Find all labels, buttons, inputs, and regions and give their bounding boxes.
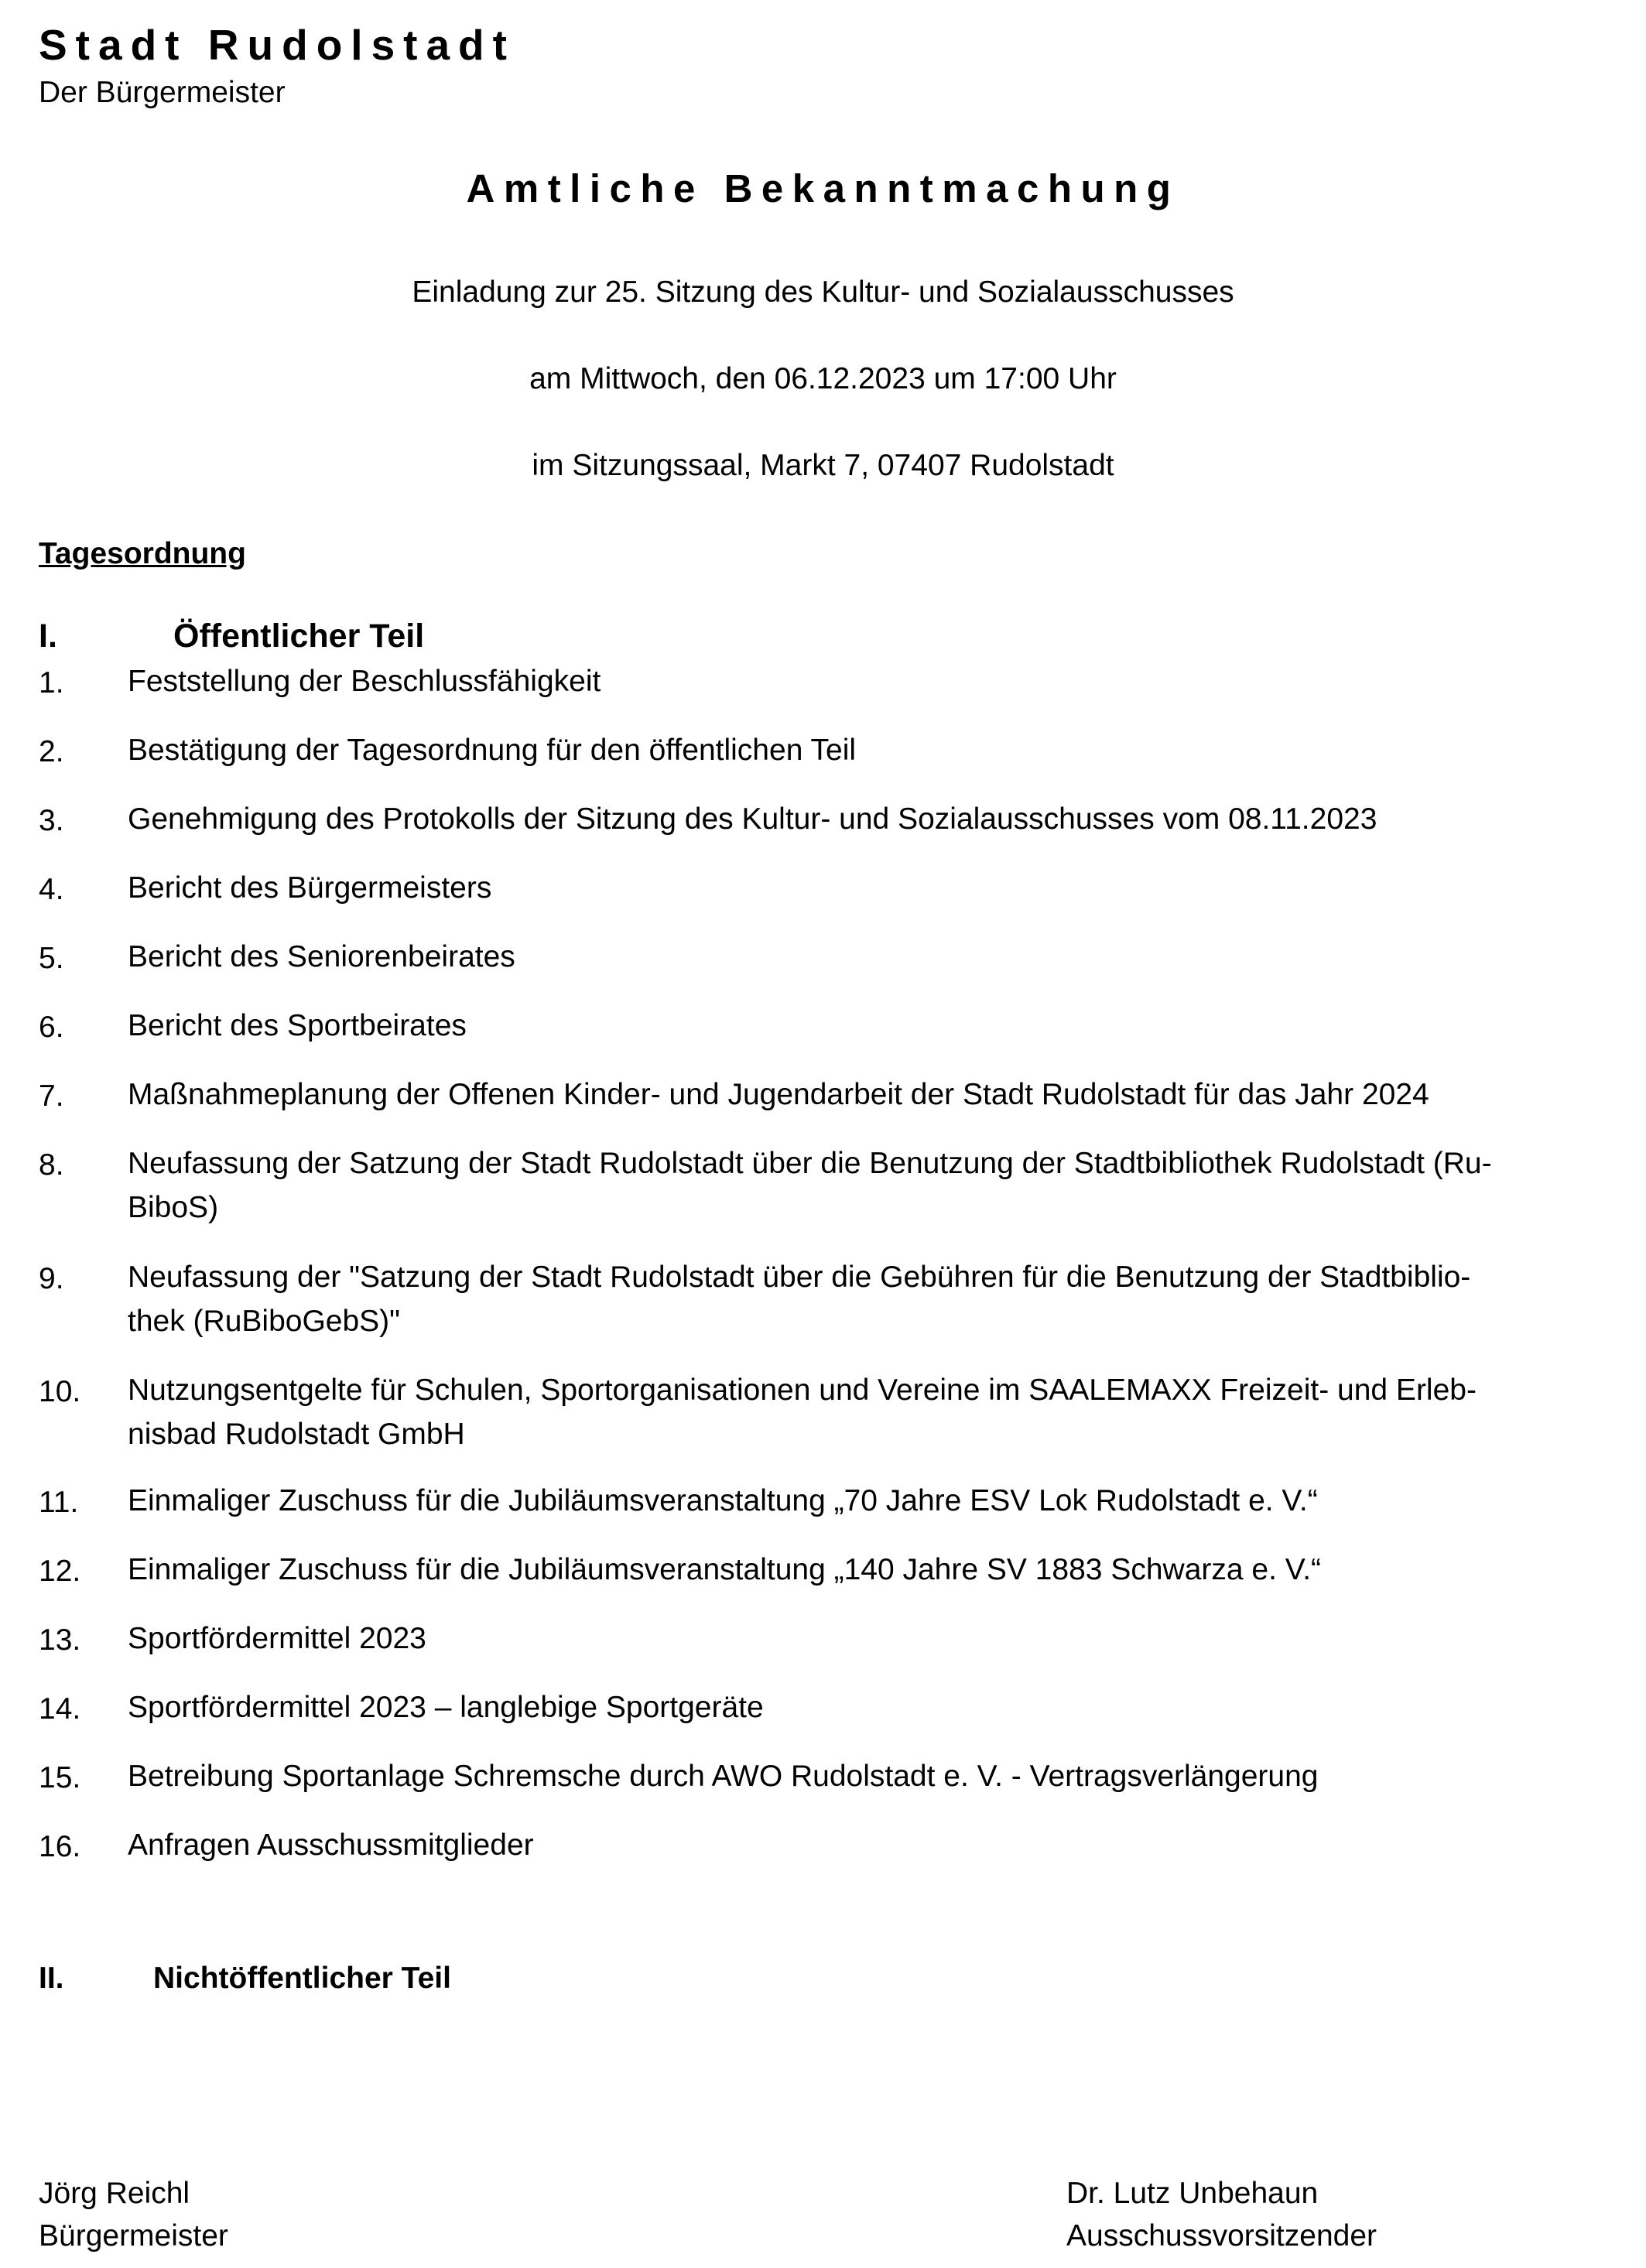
agenda-item-number: 6. xyxy=(39,1011,64,1044)
agenda-item-line: BiboS) xyxy=(128,1191,219,1224)
signature-left xyxy=(39,2172,228,2257)
nonpublic-section-label: Nichtöffentlicher Teil xyxy=(153,1962,451,1995)
public-section-label: Öffentlicher Teil xyxy=(173,617,425,655)
agenda-item-text xyxy=(128,1255,1613,1343)
agenda-item-line: Einmaliger Zuschuss für die Jubiläumsveranstaltung „70 Jahre ESV Lok Rudolstadt e. V.“ xyxy=(128,1484,1318,1517)
nonpublic-section-number: II. xyxy=(39,1962,64,1995)
agenda-item-number: 15. xyxy=(39,1761,81,1794)
invitation-line-1: Einladung zur 25. Sitzung des Kultur- und Sozialausschusses xyxy=(412,275,1234,309)
agenda-item-line: Bestätigung der Tagesordnung für den öffentlichen Teil xyxy=(128,734,857,767)
agenda-item-line: Anfragen Ausschussmitglieder xyxy=(128,1828,534,1862)
agenda-item-line: nisbad Rudolstadt GmbH xyxy=(128,1418,465,1451)
agenda-item-number: 14. xyxy=(39,1692,81,1726)
agenda-item-line: Betreibung Sportanlage Schremsche durch AWO Rudolstadt e. V. - Vertragsverlängerung xyxy=(128,1760,1319,1793)
agenda-item-line: Einmaliger Zuschuss für die Jubiläumsveranstaltung „140 Jahre SV 1883 Schwarza e. V.“ xyxy=(128,1553,1322,1586)
agenda-item-line: Neufassung der "Satzung der Stadt Rudolstadt über die Gebühren für die Benutzung der Stadtbiblio- xyxy=(128,1261,1471,1294)
agenda-item-line: Bericht des Seniorenbeirates xyxy=(128,940,515,973)
agenda-item-line: Genehmigung des Protokolls der Sitzung des Kultur- und Sozialausschusses vom 08.11.2023 xyxy=(128,802,1377,836)
agenda-item-line: Nutzungsentgelte für Schulen, Sportorganisationen und Vereine im SAALEMAXX Freizeit- und Erleb- xyxy=(128,1373,1477,1407)
agenda-item-line: thek (RuBiboGebS)" xyxy=(128,1305,401,1338)
agenda-item-number: 13. xyxy=(39,1623,81,1657)
invitation-line-2: am Mittwoch, den 06.12.2023 um 17:00 Uhr xyxy=(529,362,1117,395)
signature-right xyxy=(1066,2172,1377,2257)
agenda-item-line: Feststellung der Beschlussfähigkeit xyxy=(128,665,601,698)
agenda-item-line: Bericht des Sportbeirates xyxy=(128,1009,467,1042)
agenda-item-number: 1. xyxy=(39,666,64,700)
agenda-item-text xyxy=(128,1004,1613,1048)
signature-left-name: Jörg Reichl xyxy=(39,2177,190,2210)
office-name: Der Bürgermeister xyxy=(39,76,286,109)
agenda-item-text xyxy=(128,935,1613,979)
agenda-item-text xyxy=(128,1141,1613,1230)
invitation-line-3: im Sitzungssaal, Markt 7, 07407 Rudolstadt xyxy=(532,449,1114,482)
agenda-item-number: 2. xyxy=(39,735,64,768)
agenda-item-text xyxy=(128,1616,1613,1661)
agenda-item-text xyxy=(128,1685,1613,1729)
agenda-item-text xyxy=(128,1479,1613,1523)
organization-name: Stadt Rudolstadt xyxy=(39,21,515,69)
agenda-item-line: Bericht des Bürgermeisters xyxy=(128,871,492,905)
signature-right-role: Ausschussvorsitzender xyxy=(1066,2219,1377,2253)
signature-right-name: Dr. Lutz Unbehaun xyxy=(1066,2177,1319,2210)
agenda-item-text xyxy=(128,728,1613,772)
agenda-item-number: 10. xyxy=(39,1375,81,1408)
agenda-item-text xyxy=(128,866,1613,910)
agenda-item-text xyxy=(128,1823,1613,1867)
agenda-item-number: 12. xyxy=(39,1555,81,1588)
signature-left-role: Bürgermeister xyxy=(39,2219,228,2253)
document-title: Amtliche Bekanntmachung xyxy=(466,166,1180,210)
agenda-item-number: 4. xyxy=(39,873,64,906)
agenda-item-number: 7. xyxy=(39,1079,64,1113)
agenda-item-text xyxy=(128,797,1613,841)
agenda-item-text xyxy=(128,1548,1613,1592)
agenda-item-line: Neufassung der Satzung der Stadt Rudolstadt über die Benutzung der Stadtbibliothek Rudolstadt (Ru- xyxy=(128,1147,1492,1180)
public-section-number: I. xyxy=(39,617,57,655)
agenda-item-number: 3. xyxy=(39,804,64,837)
agenda-item-number: 5. xyxy=(39,942,64,975)
agenda-item-line: Sportfördermittel 2023 xyxy=(128,1622,426,1655)
agenda-item-number: 9. xyxy=(39,1262,64,1295)
agenda-item-number: 8. xyxy=(39,1148,64,1182)
agenda-item-text xyxy=(128,1368,1613,1456)
agenda-item-text xyxy=(128,1754,1613,1798)
agenda-heading: Tagesordnung xyxy=(39,537,246,570)
agenda-item-number: 11. xyxy=(39,1486,79,1519)
agenda-item-line: Maßnahmeplanung der Offenen Kinder- und Jugendarbeit der Stadt Rudolstadt für das Jahr 2024 xyxy=(128,1078,1429,1111)
agenda-item-text xyxy=(128,659,1613,703)
agenda-item-text xyxy=(128,1072,1613,1117)
agenda-item-line: Sportfördermittel 2023 – langlebige Sportgeräte xyxy=(128,1691,764,1724)
agenda-item-number: 16. xyxy=(39,1830,81,1863)
